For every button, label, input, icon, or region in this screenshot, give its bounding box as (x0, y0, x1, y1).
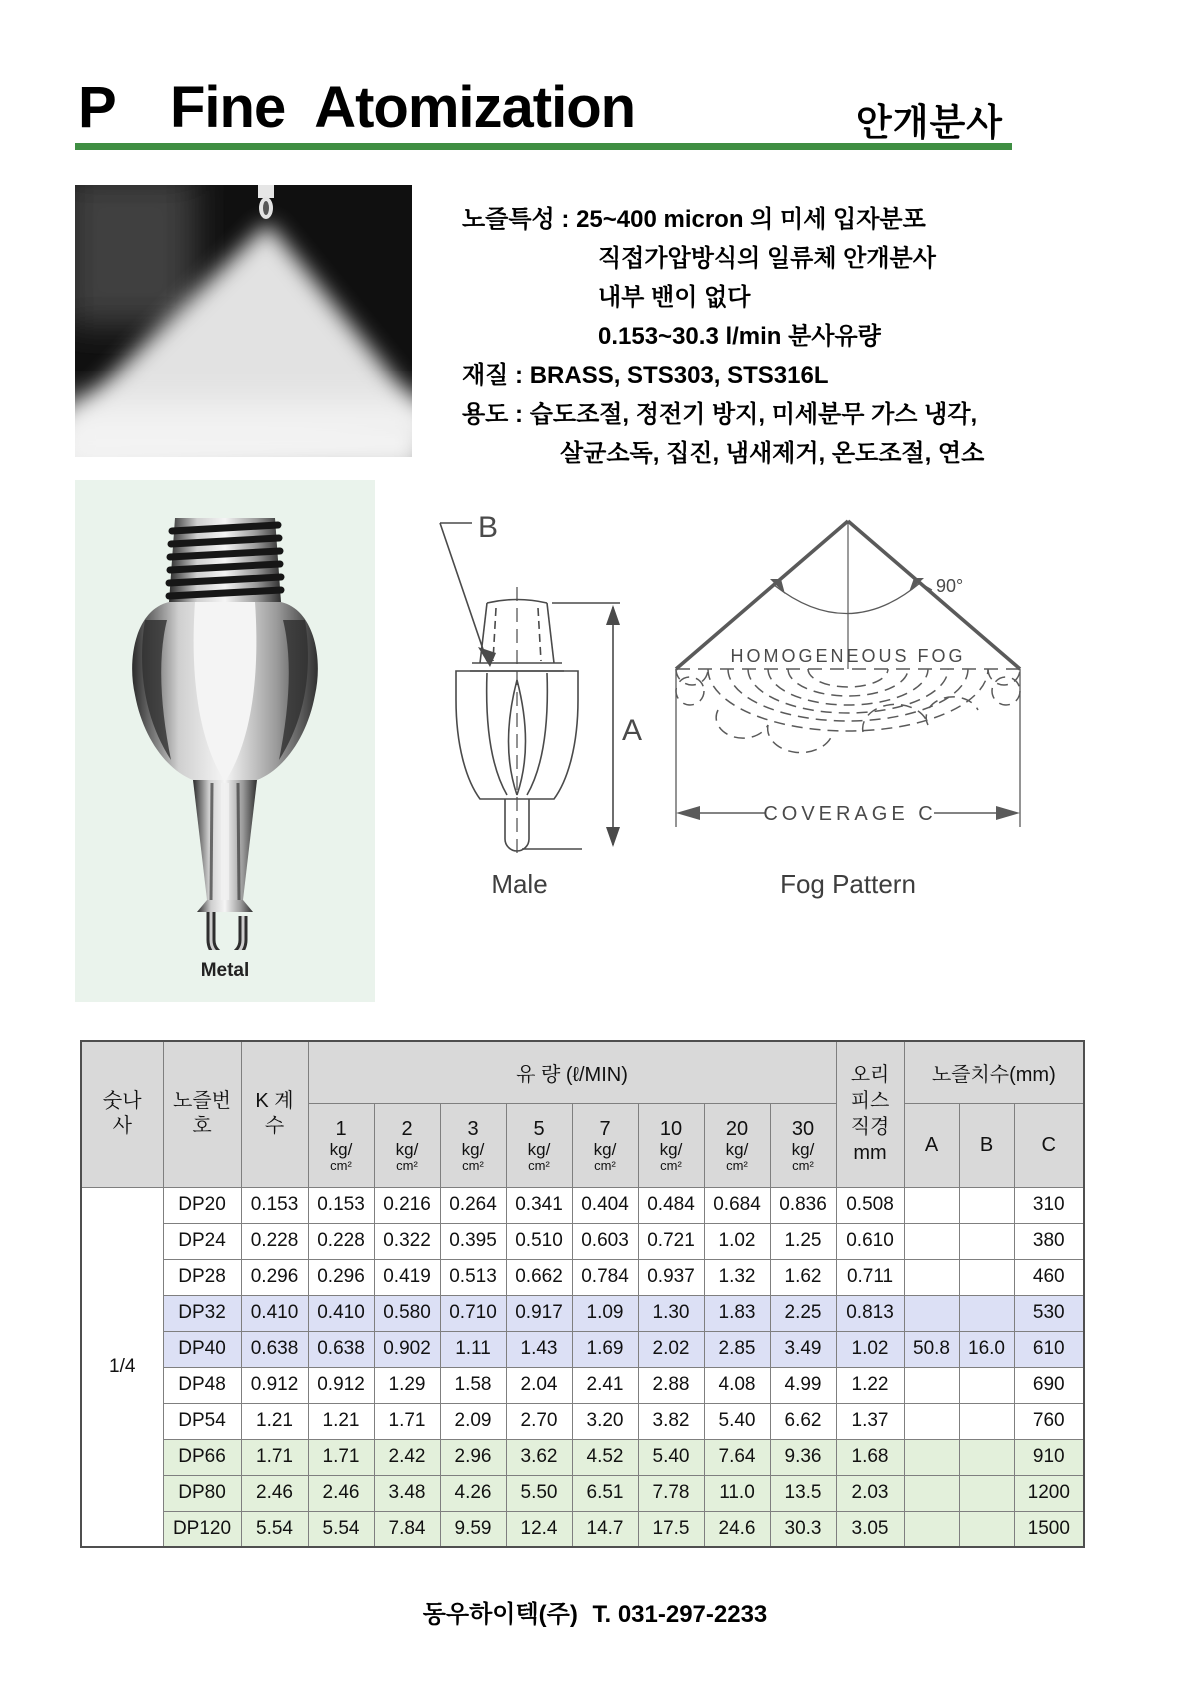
col-header-orifice: 오리피스직경mm (836, 1041, 904, 1187)
cell-flow-rate: 5.40 (638, 1439, 704, 1475)
cell-nozzle-no: DP40 (163, 1331, 241, 1367)
cell-flow-rate: 0.836 (770, 1187, 836, 1223)
cell-orifice: 1.22 (836, 1367, 904, 1403)
cell-nozzle-no: DP80 (163, 1475, 241, 1511)
cell-dim-a: 50.8 (904, 1331, 959, 1367)
homogeneous-fog-label: HOMOGENEOUS FOG (730, 646, 966, 666)
cell-dim-b (959, 1259, 1014, 1295)
cell-dim-a (904, 1475, 959, 1511)
male-diagram (392, 495, 647, 900)
col-header-dim-c: C (1014, 1103, 1084, 1187)
cell-flow-rate: 2.42 (374, 1439, 440, 1475)
cell-flow-rate: 5.54 (308, 1511, 374, 1547)
cell-flow-rate: 17.5 (638, 1511, 704, 1547)
male-drawing (392, 495, 647, 860)
thread-size-cell: 1/4 (81, 1187, 163, 1547)
table-row (81, 1439, 1084, 1475)
series-letter: P (78, 75, 116, 140)
spec-line: 노즐특성 : 25~400 micron 의 미세 입자분포 (462, 206, 926, 233)
cell-flow-rate: 2.46 (308, 1475, 374, 1511)
metal-nozzle-image (75, 480, 375, 950)
cell-orifice: 1.02 (836, 1331, 904, 1367)
cell-dim-b (959, 1511, 1014, 1547)
spec-line-usage: 살균소독, 집진, 냄새제거, 온도조절, 연소 (560, 440, 985, 467)
page-title: Fine Atomization (170, 75, 636, 140)
cell-flow-rate: 0.404 (572, 1187, 638, 1223)
cell-flow-rate: 7.84 (374, 1511, 440, 1547)
spec-line: 내부 밴이 없다 (598, 284, 751, 311)
cell-flow-rate: 1.21 (308, 1403, 374, 1439)
cell-flow-rate: 1.83 (704, 1295, 770, 1331)
cell-k-factor: 0.153 (241, 1187, 308, 1223)
spray-mist-image (75, 185, 412, 457)
cell-nozzle-no: DP120 (163, 1511, 241, 1547)
cell-dim-b (959, 1439, 1014, 1475)
cell-flow-rate: 0.902 (374, 1331, 440, 1367)
cell-flow-rate: 0.484 (638, 1187, 704, 1223)
cell-dim-c: 380 (1014, 1223, 1084, 1259)
cell-dim-b: 16.0 (959, 1331, 1014, 1367)
dim-b-label: B (478, 511, 499, 544)
cell-nozzle-no: DP48 (163, 1367, 241, 1403)
table-row (81, 1331, 1084, 1367)
cell-flow-rate: 1.62 (770, 1259, 836, 1295)
spray-photo (75, 185, 412, 457)
cell-flow-rate: 13.5 (770, 1475, 836, 1511)
metal-caption: Metal (200, 960, 250, 981)
cell-orifice: 1.37 (836, 1403, 904, 1439)
col-header-pressure: 10 kg/ cm² (638, 1103, 704, 1187)
cell-flow-rate: 0.419 (374, 1259, 440, 1295)
cell-flow-rate: 24.6 (704, 1511, 770, 1547)
title-underline (75, 143, 1012, 150)
cell-dim-c: 760 (1014, 1403, 1084, 1439)
table-row (81, 1403, 1084, 1439)
cell-flow-rate: 30.3 (770, 1511, 836, 1547)
metal-nozzle-photo (75, 480, 375, 1002)
cell-orifice: 3.05 (836, 1511, 904, 1547)
cell-dim-a (904, 1259, 959, 1295)
cell-dim-c: 530 (1014, 1295, 1084, 1331)
col-header-k-factor: K 계수 (241, 1041, 308, 1187)
cell-flow-rate: 2.85 (704, 1331, 770, 1367)
cell-k-factor: 1.21 (241, 1403, 308, 1439)
cell-k-factor: 0.410 (241, 1295, 308, 1331)
cell-flow-rate: 0.912 (308, 1367, 374, 1403)
cell-flow-rate: 4.99 (770, 1367, 836, 1403)
cell-flow-rate: 3.62 (506, 1439, 572, 1475)
cell-flow-rate: 0.917 (506, 1295, 572, 1331)
cell-flow-rate: 14.7 (572, 1511, 638, 1547)
table-row (81, 1259, 1084, 1295)
cell-dim-b (959, 1367, 1014, 1403)
spec-line: 0.153~30.3 l/min 분사유량 (598, 323, 881, 350)
cell-flow-rate: 1.69 (572, 1331, 638, 1367)
cell-dim-c: 1500 (1014, 1511, 1084, 1547)
cell-flow-rate: 12.4 (506, 1511, 572, 1547)
cell-dim-a (904, 1511, 959, 1547)
cell-orifice: 0.711 (836, 1259, 904, 1295)
cell-dim-b (959, 1295, 1014, 1331)
cell-flow-rate: 1.71 (308, 1439, 374, 1475)
col-header-thread: 숫나사 (81, 1041, 163, 1187)
cell-dim-a (904, 1187, 959, 1223)
cell-flow-rate: 0.603 (572, 1223, 638, 1259)
cell-flow-rate: 3.48 (374, 1475, 440, 1511)
cell-flow-rate: 7.64 (704, 1439, 770, 1475)
cell-flow-rate: 0.322 (374, 1223, 440, 1259)
cell-nozzle-no: DP28 (163, 1259, 241, 1295)
cell-flow-rate: 0.721 (638, 1223, 704, 1259)
cell-k-factor: 2.46 (241, 1475, 308, 1511)
table-row (81, 1367, 1084, 1403)
table-row (81, 1223, 1084, 1259)
cell-flow-rate: 6.51 (572, 1475, 638, 1511)
table-row (81, 1295, 1084, 1331)
cell-nozzle-no: DP32 (163, 1295, 241, 1331)
cell-flow-rate: 1.30 (638, 1295, 704, 1331)
col-header-pressure: 3 kg/ cm² (440, 1103, 506, 1187)
spec-line: 직접가압방식의 일류체 안개분사 (598, 245, 936, 272)
cell-flow-rate: 7.78 (638, 1475, 704, 1511)
cell-flow-rate: 3.20 (572, 1403, 638, 1439)
male-caption: Male (491, 869, 548, 899)
col-header-dim-b: B (959, 1103, 1014, 1187)
cell-flow-rate: 9.36 (770, 1439, 836, 1475)
cell-flow-rate: 3.82 (638, 1403, 704, 1439)
cell-flow-rate: 6.62 (770, 1403, 836, 1439)
cell-dim-a (904, 1295, 959, 1331)
cell-flow-rate: 1.71 (374, 1403, 440, 1439)
cell-nozzle-no: DP24 (163, 1223, 241, 1259)
cell-flow-rate: 11.0 (704, 1475, 770, 1511)
cell-flow-rate: 4.08 (704, 1367, 770, 1403)
cell-flow-rate: 1.11 (440, 1331, 506, 1367)
footer (0, 1594, 1190, 1629)
cell-flow-rate: 2.02 (638, 1331, 704, 1367)
cell-flow-rate: 0.341 (506, 1187, 572, 1223)
cell-orifice: 1.68 (836, 1439, 904, 1475)
dim-a-label: A (622, 714, 643, 747)
cell-flow-rate: 2.88 (638, 1367, 704, 1403)
cell-orifice: 0.813 (836, 1295, 904, 1331)
phone-number: T. 031-297-2233 (592, 1601, 768, 1628)
cell-dim-a (904, 1439, 959, 1475)
cell-k-factor: 0.912 (241, 1367, 308, 1403)
cell-nozzle-no: DP66 (163, 1439, 241, 1475)
cell-flow-rate: 0.395 (440, 1223, 506, 1259)
cell-dim-c: 610 (1014, 1331, 1084, 1367)
cell-flow-rate: 3.49 (770, 1331, 836, 1367)
cell-flow-rate: 5.50 (506, 1475, 572, 1511)
cell-flow-rate: 0.410 (308, 1295, 374, 1331)
cell-dim-b (959, 1475, 1014, 1511)
cell-flow-rate: 4.26 (440, 1475, 506, 1511)
cell-flow-rate: 1.29 (374, 1367, 440, 1403)
cell-orifice: 0.610 (836, 1223, 904, 1259)
table-row (81, 1187, 1084, 1223)
cell-flow-rate: 2.41 (572, 1367, 638, 1403)
cell-dim-a (904, 1367, 959, 1403)
spec-line-usage: 용도 : 습도조절, 정전기 방지, 미세분무 가스 냉각, (462, 401, 978, 428)
fog-pattern-drawing (648, 495, 1048, 860)
cell-k-factor: 1.71 (241, 1439, 308, 1475)
cell-flow-rate: 2.04 (506, 1367, 572, 1403)
cell-flow-rate: 9.59 (440, 1511, 506, 1547)
col-header-pressure: 7 kg/ cm² (572, 1103, 638, 1187)
table-row (81, 1475, 1084, 1511)
cell-orifice: 0.508 (836, 1187, 904, 1223)
spray-angle-label: 90° (936, 576, 964, 596)
cell-flow-rate: 4.52 (572, 1439, 638, 1475)
cell-flow-rate: 1.58 (440, 1367, 506, 1403)
cell-flow-rate: 0.937 (638, 1259, 704, 1295)
col-header-pressure: 30 kg/ cm² (770, 1103, 836, 1187)
cell-flow-rate: 0.662 (506, 1259, 572, 1295)
cell-dim-c: 910 (1014, 1439, 1084, 1475)
cell-flow-rate: 0.296 (308, 1259, 374, 1295)
col-header-flow-group: 유 량 (ℓ/MIN) (308, 1041, 836, 1103)
cell-flow-rate: 0.228 (308, 1223, 374, 1259)
cell-dim-b (959, 1223, 1014, 1259)
col-header-dims-group: 노즐치수(mm) (904, 1041, 1084, 1103)
cell-flow-rate: 0.510 (506, 1223, 572, 1259)
col-header-pressure: 20 kg/ cm² (704, 1103, 770, 1187)
cell-dim-c: 310 (1014, 1187, 1084, 1223)
cell-k-factor: 0.228 (241, 1223, 308, 1259)
col-header-pressure: 2 kg/ cm² (374, 1103, 440, 1187)
table-row (81, 1511, 1084, 1547)
table-header-row (81, 1041, 1084, 1103)
cell-flow-rate: 2.25 (770, 1295, 836, 1331)
col-header-pressure: 5 kg/ cm² (506, 1103, 572, 1187)
cell-flow-rate: 0.638 (308, 1331, 374, 1367)
cell-dim-c: 690 (1014, 1367, 1084, 1403)
cell-flow-rate: 0.513 (440, 1259, 506, 1295)
cell-dim-a (904, 1223, 959, 1259)
col-header-nozzle-no: 노즐번호 (163, 1041, 241, 1187)
spec-line-material: 재질 : BRASS, STS303, STS316L (462, 362, 829, 389)
cell-dim-b (959, 1403, 1014, 1439)
cell-orifice: 2.03 (836, 1475, 904, 1511)
cell-flow-rate: 1.25 (770, 1223, 836, 1259)
company-name: 동우하이텍(주) (422, 1601, 578, 1628)
cell-dim-b (959, 1187, 1014, 1223)
cell-k-factor: 0.296 (241, 1259, 308, 1295)
cell-flow-rate: 0.264 (440, 1187, 506, 1223)
cell-flow-rate: 1.43 (506, 1331, 572, 1367)
fog-caption: Fog Pattern (780, 869, 916, 899)
cell-flow-rate: 1.09 (572, 1295, 638, 1331)
cell-flow-rate: 0.710 (440, 1295, 506, 1331)
cell-flow-rate: 2.96 (440, 1439, 506, 1475)
cell-flow-rate: 0.784 (572, 1259, 638, 1295)
cell-flow-rate: 2.70 (506, 1403, 572, 1439)
coverage-label: COVERAGE C (763, 803, 937, 825)
cell-nozzle-no: DP20 (163, 1187, 241, 1223)
cell-dim-c: 1200 (1014, 1475, 1084, 1511)
fog-pattern-diagram (648, 495, 1048, 900)
page-title-korean: 안개분사 (856, 102, 1003, 143)
cell-flow-rate: 2.09 (440, 1403, 506, 1439)
cell-dim-c: 460 (1014, 1259, 1084, 1295)
flow-rate-table (80, 1040, 1085, 1548)
cell-flow-rate: 1.32 (704, 1259, 770, 1295)
cell-flow-rate: 0.684 (704, 1187, 770, 1223)
cell-flow-rate: 0.580 (374, 1295, 440, 1331)
cell-k-factor: 5.54 (241, 1511, 308, 1547)
cell-nozzle-no: DP54 (163, 1403, 241, 1439)
col-header-pressure: 1 kg/ cm² (308, 1103, 374, 1187)
spec-text (462, 200, 1042, 473)
col-header-dim-a: A (904, 1103, 959, 1187)
cell-dim-a (904, 1403, 959, 1439)
cell-k-factor: 0.638 (241, 1331, 308, 1367)
cell-flow-rate: 0.216 (374, 1187, 440, 1223)
cell-flow-rate: 1.02 (704, 1223, 770, 1259)
cell-flow-rate: 0.153 (308, 1187, 374, 1223)
cell-flow-rate: 5.40 (704, 1403, 770, 1439)
